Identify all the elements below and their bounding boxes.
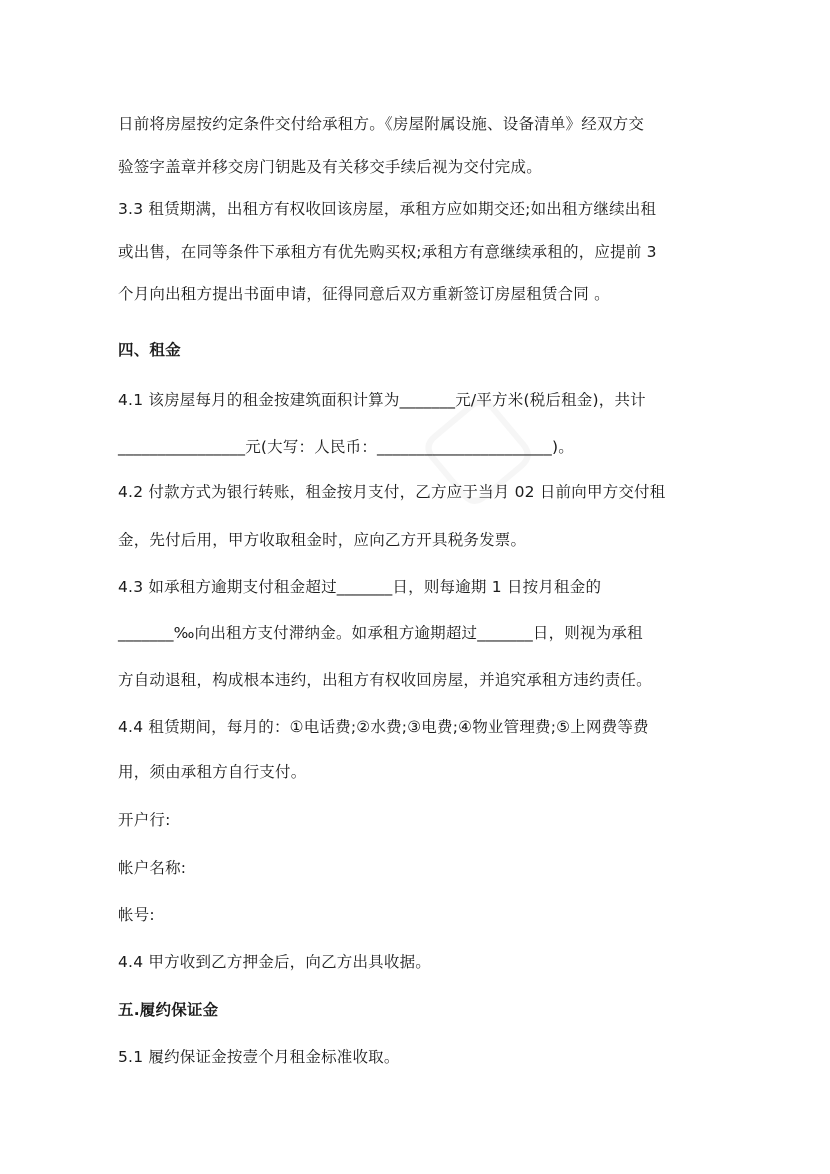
paragraph-line: 方自动退租，构成根本违约，出租方有权收回房屋，并追究承租方违约责任。 xyxy=(118,671,652,689)
clause-4-4: 4.4 租赁期间，每月的：①电话费;②水费;③电费;④物业管理费;⑤上网费等费 xyxy=(118,718,649,736)
clause-4-3: 4.3 如承租方逾期支付租金超过_______日，则每逾期 1 日按月租金的 xyxy=(118,578,602,596)
paragraph-line: 日前将房屋按约定条件交付给承租方。《房屋附属设施、设备清单》经双方交 xyxy=(118,115,645,133)
clause-4-2: 4.2 付款方式为银行转账，租金按月支付，乙方应于当月 02 日前向甲方交付租 xyxy=(118,483,666,501)
paragraph-line: _______‰向出租方支付滞纳金。如承租方逾期超过_______日，则视为承租 xyxy=(118,624,643,642)
paragraph-line: 金，先付后用，甲方收取租金时，应向乙方开具税务发票。 xyxy=(118,531,527,549)
account-number-label: 帐号: xyxy=(118,906,155,924)
paragraph-line: 个月向出租方提出书面申请，征得同意后双方重新签订房屋租赁合同 。 xyxy=(118,285,610,303)
section-heading-rent: 四、租金 xyxy=(118,341,181,359)
clause-5-1: 5.1 履约保证金按壹个月租金标准收取。 xyxy=(118,1048,400,1066)
clause-3-3: 3.3 租赁期满，出租方有权收回该房屋，承租方应如期交还;如出租方继续出租 xyxy=(118,200,657,218)
clause-4-1: 4.1 该房屋每月的租金按建筑面积计算为_______元/平方米(税后租金)，共计 xyxy=(118,391,646,409)
paragraph-line: 或出售，在同等条件下承租方有优先购买权;承租方有意继续承租的，应提前 3 xyxy=(118,243,657,261)
paragraph-line: 用，须由承租方自行支付。 xyxy=(118,763,307,781)
account-name-label: 帐户名称: xyxy=(118,859,187,877)
clause-4-4-deposit: 4.4 甲方收到乙方押金后，向乙方出具收据。 xyxy=(118,953,431,971)
section-heading-deposit: 五.履约保证金 xyxy=(118,1001,219,1019)
paragraph-line: 验签字盖章并移交房门钥匙及有关移交手续后视为交付完成。 xyxy=(118,158,542,176)
paragraph-line: ________________元(大写：人民币：______________________)。 xyxy=(118,438,574,456)
bank-name-label: 开户行: xyxy=(118,811,171,829)
